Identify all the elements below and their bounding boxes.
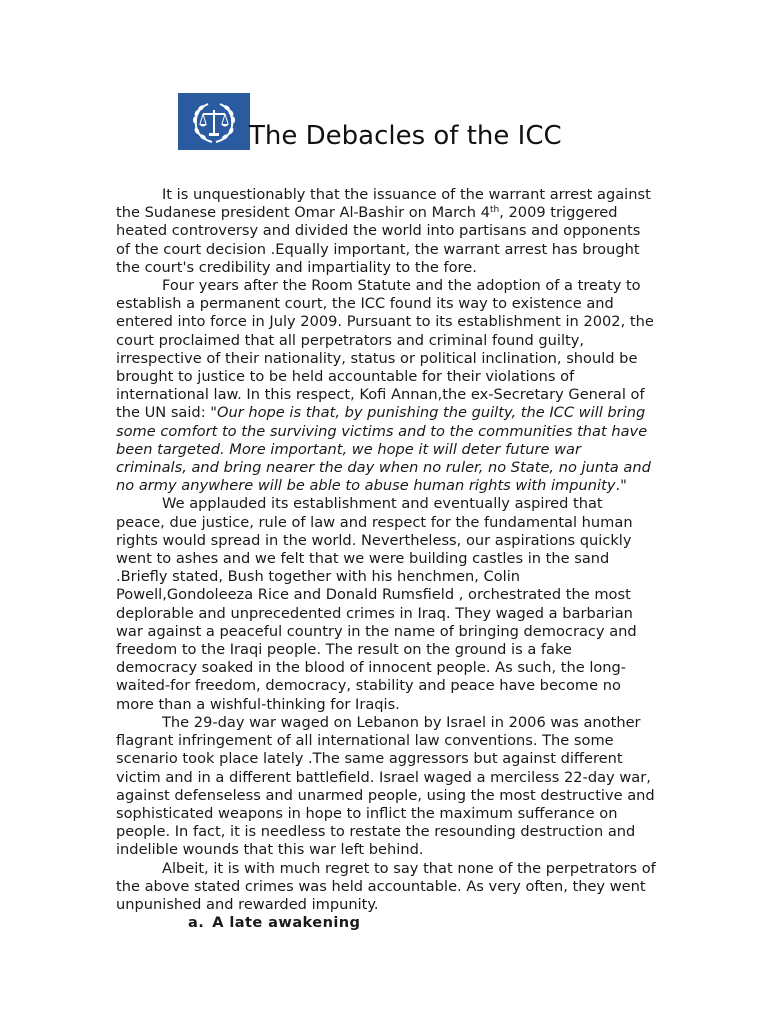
section-marker: a. [188,914,205,932]
paragraph-1-text: It is unquestionably that the issuance of the warrant arrest against the Sudanese president Omar Al-Bashir on March 4 [116,186,651,222]
un-emblem-logo [178,93,250,150]
ordinal-superscript: th [490,205,500,216]
paragraph-3: We applauded its establishment and eventually aspired that peace, due justice, rule of law and respect for the fundamental human rights would spread in the world. Nevertheless, our aspirations quickly went to ashes and we felt that we were building castles in the sand .Briefly stated, Bush together with his henchmen, Colin Powell,Gondoleeza Rice and Donald Rumsfield , orchestrated the most deplorable and unprecedented crimes in Iraq. They waged a barbarian war against a peaceful country in the name of bringing democracy and freedom to the Iraqi people. The result on the ground is a fake democracy soaked in the blood of innocent people. As such, the long-waited-for freedom, democracy, stability and peace have become no more than a wishful-thinking for Iraqis. [116,495,637,713]
paragraph-2 [116,277,656,495]
scales-of-justice-icon [184,96,244,148]
document-body [116,186,656,932]
paragraph-1 [116,186,656,277]
document-title: The Debacles of the ICC [249,121,562,151]
paragraph-4: The 29-day war waged on Lebanon by Israel in 2006 was another flagrant infringement of all international law conventions. The some scenario took place lately .The same aggressors but against different victim and in a different battlefield. Israel waged a merciless 22-day war, against defenseless and unarmed people, using the most destructive and sophisticated weapons in hope to inflict the maximum sufferance on people. In fact, it is needless to restate the resounding destruction and indelible wounds that this war left behind. [116,713,655,859]
paragraph-1-text-continued: , 2009 triggered heated controversy and divided the world into partisans and opponents of the court decision .Equally important, the warrant arrest has brought the court's credibility and impartiality to the fore. [116,204,641,276]
section-heading [116,914,656,932]
annan-quote: Our hope is that, by punishing the guilty, the ICC will bring some comfort to the surviving victims and to the communities that have been targeted. More important, we hope it will deter future war criminals, and bring nearer the day when no ruler, no State, no junta and no army anywhere will be able to abuse human rights with impunity [116,404,651,495]
quote-closing: ." [615,477,627,495]
paragraph-5: Albeit, it is with much regret to say that none of the perpetrators of the above stated crimes was held accountable. As very often, they went unpunished and rewarded impunity. [116,859,656,913]
paragraph-2-text: Four years after the Room Statute and the adoption of a treaty to establish a permanent court, the ICC found its way to existence and entered into force in July 2009. Pursuant to its establishment in 2002, the court proclaimed that all perpetrators and criminal found guilty, irrespective of their nationality, status or political inclination, should be brought to justice to be held accountable for their violations of international law. In this respect, Kofi Annan,the ex-Secretary General of the UN said: " [116,277,654,422]
section-heading-text: A late awakening [212,914,361,932]
